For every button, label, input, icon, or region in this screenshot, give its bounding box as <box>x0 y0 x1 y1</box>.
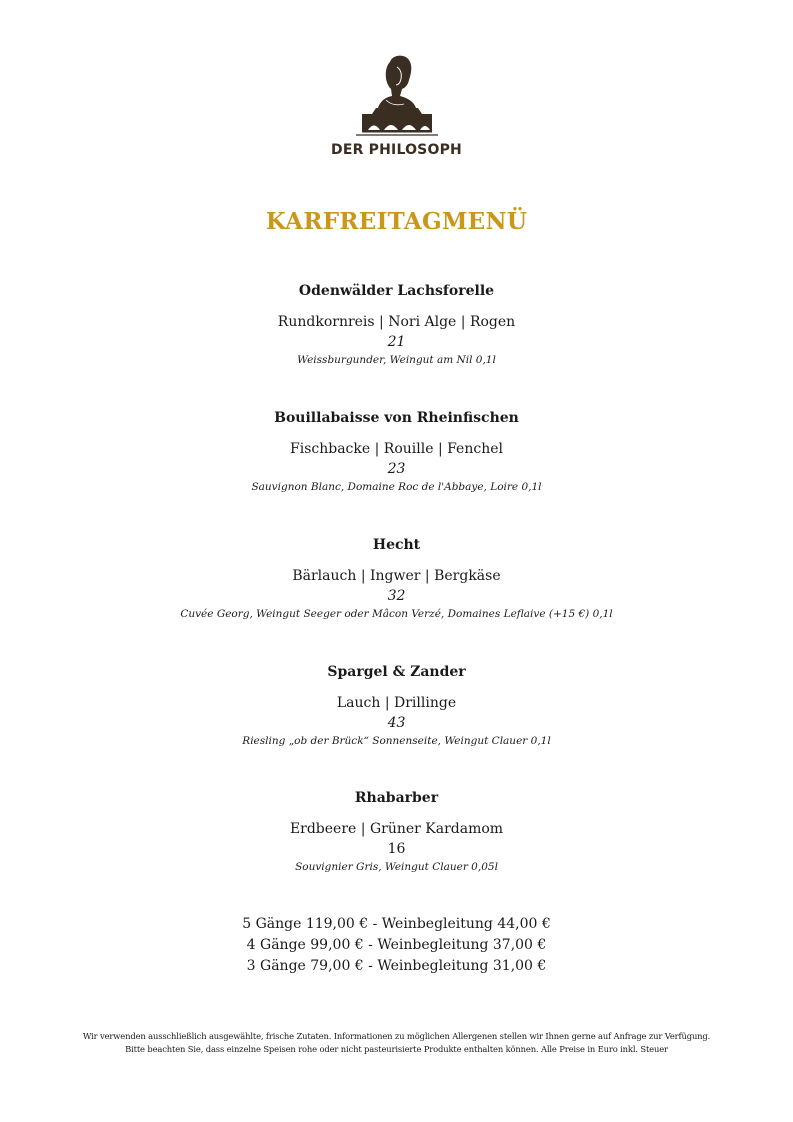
course-name: Spargel & Zander <box>327 664 466 680</box>
course-name: Odenwälder Lachsforelle <box>298 283 495 299</box>
course-description: Erdbeere | Grüner Kardamom <box>289 821 504 837</box>
menu-prices <box>0 914 793 977</box>
course-price: 23 <box>387 461 406 477</box>
course-name: Rhabarber <box>354 790 439 806</box>
course-item <box>0 788 793 875</box>
course-description: Lauch | Drillinge <box>336 695 457 711</box>
course-name: Bouillabaisse von Rheinfischen <box>274 410 519 426</box>
footer-line: Bitte beachten Sie, dass einzelne Speisen rohe oder nicht pasteurisierte Produkte enthalten können. Alle Preise in Euro inkl. Steuer <box>125 1044 668 1054</box>
course-price: 43 <box>387 715 406 731</box>
logo-text: DER PHILOSOPH <box>331 142 462 158</box>
wine-pairing: Souvignier Gris, Weingut Clauer 0,05l <box>295 861 498 873</box>
course-price: 32 <box>387 588 406 604</box>
menu-price-line: 5 Gänge 119,00 € - Weinbegleitung 44,00 € <box>242 916 551 932</box>
course-item <box>0 535 793 622</box>
philosopher-bust-bridge-icon <box>356 52 438 138</box>
course-price: 21 <box>387 334 406 350</box>
course-name: Hecht <box>372 537 421 553</box>
wine-pairing: Cuvée Georg, Weingut Seeger oder Mâcon Verzé, Domaines Leflaive (+15 €) 0,1l <box>180 608 613 620</box>
wine-pairing: Weissburgunder, Weingut am Nil 0,1l <box>297 354 496 366</box>
menu-title: KARFREITAGMENÜ <box>265 208 528 235</box>
menu-price-line: 3 Gänge 79,00 € - Weinbegleitung 31,00 € <box>246 958 547 974</box>
restaurant-logo <box>0 52 793 158</box>
course-description: Fischbacke | Rouille | Fenchel <box>290 441 503 457</box>
course-description: Bärlauch | Ingwer | Bergkäse <box>292 568 501 584</box>
footer-note <box>0 1030 793 1056</box>
course-item <box>0 281 793 368</box>
wine-pairing: Sauvignon Blanc, Domaine Roc de l'Abbaye, Loire 0,1l <box>251 481 542 493</box>
course-price: 16 <box>387 841 406 857</box>
course-description: Rundkornreis | Nori Alge | Rogen <box>277 314 516 330</box>
course-item <box>0 662 793 749</box>
wine-pairing: Riesling „ob der Brück“ Sonnenseite, Weingut Clauer 0,1l <box>242 735 551 747</box>
course-item <box>0 408 793 495</box>
footer-line: Wir verwenden ausschließlich ausgewählte, frische Zutaten. Informationen zu möglichen Allergenen stellen wir Ihnen gerne auf Anfrage zur Verfügung. <box>82 1031 711 1041</box>
menu-price-line: 4 Gänge 99,00 € - Weinbegleitung 37,00 € <box>246 937 547 953</box>
